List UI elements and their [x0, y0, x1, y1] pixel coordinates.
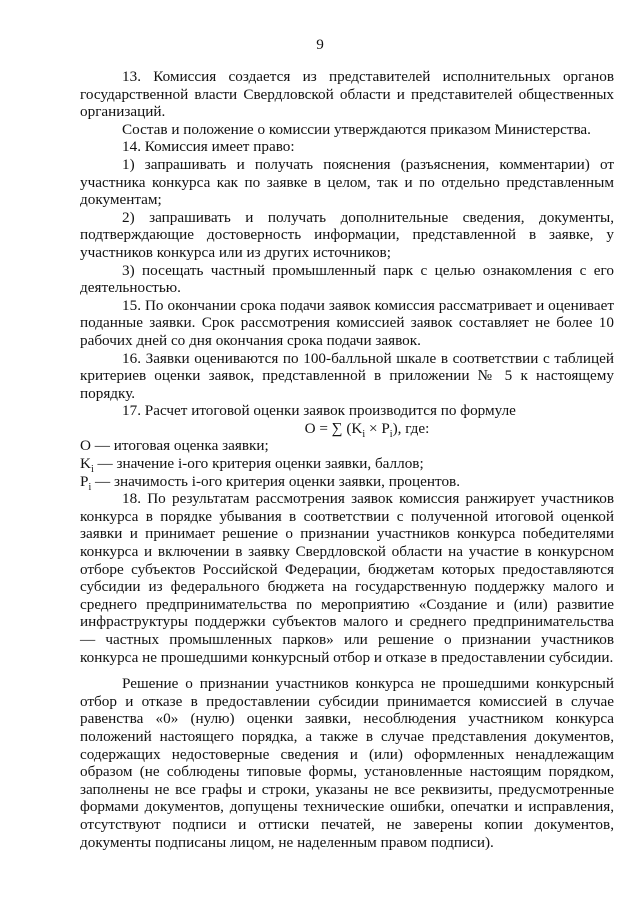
- document-body: [80, 68, 614, 851]
- paragraph-spacer: [80, 666, 614, 675]
- paragraph-15: 15. По окончании срока подачи заявок комиссия рассматривает и оценивает поданные заявки. Срок рассмотрения комиссией заявок составляет не более 10 рабочих дней со дня окончания срока подачи заявок.: [80, 296, 614, 349]
- paragraph-13-composition: Состав и положение о комиссии утверждаются приказом Министерства.: [122, 120, 591, 138]
- paragraph-14: 14. Комиссия имеет право:: [122, 138, 295, 156]
- page-number: 9: [316, 36, 324, 53]
- definition-k: $K_i$ — значение i-ого критерия оценки заявки, баллов;: [80, 455, 424, 476]
- paragraph-16: 16. Заявки оцениваются по 100-балльной шкале в соответствии с таблицей критериев оценки заявок, представленной в приложении № 5 к настоящему порядку.: [80, 349, 614, 402]
- definition-p: $P_i$ — значимость i-ого критерия оценки заявки, процентов.: [80, 472, 461, 493]
- paragraph-18: 18. По результатам рассмотрения заявок комиссия ранжирует участников конкурса в порядке убывания в соответствии с полученной итоговой оценкой заявки и принимает решение о признании участников конкурса победителями конкурса и включении в заявку Свердловской области на участие в конкурсном отборе субъектов Российской Федерации, бюджетам которых предоставляются субсидии из федерального бюджета на государственную поддержку малого и среднего предпринимательства по мероприятию «Создание и (или) развитие инфраструктуры поддержки субъектов малого и среднего предпринимательства — частных промышленных парков» или решение о признании участников конкурса не прошедшими конкурсный отбор и отказе в предоставлении субсидии.: [80, 490, 614, 666]
- formula: O = ∑ $(K_i \times P_i)$, где:: [304, 419, 430, 440]
- paragraph-14-item-1: 1) запрашивать и получать пояснения (разъяснения, комментарии) от участника конкурса как по заявке в целом, так и по отдельно представленным документам;: [80, 155, 614, 209]
- paragraph-18-decision: Решение о признании участников конкурса не прошедшими конкурсный отбор и отказе в предоставлении субсидии принимается комиссией в случае равенства «0» (нулю) оценки заявки, несоблюдения участником конкурса положений настоящего порядка, а также в случае представления документов, содержащих недостоверные сведения и (или) оформленных ненадлежащим образом (не соблюдены типовые формы, установленные настоящим порядком, заполнены не все графы и строки, указаны не все реквизиты, предусмотренные формами документов, допущены технические ошибки, опечатки и исправления, отсутствуют подписи и оттиски печатей, не заверены копии документов, документы подписаны лицом, не наделенным правом подписи).: [80, 675, 614, 851]
- definition-o: O — итоговая оценка заявки;: [80, 437, 269, 455]
- paragraph-17: 17. Расчет итоговой оценки заявок производится по формуле: [122, 402, 516, 420]
- paragraph-14-item-3: 3) посещать частный промышленный парк с целью ознакомления с его деятельностью.: [80, 261, 614, 297]
- paragraph-14-item-2: 2) запрашивать и получать дополнительные сведения, документы, подтверждающие достоверность информации, представленной в заявке, у участников конкурса или из других источников;: [80, 208, 614, 261]
- paragraph-13: 13. Комиссия создается из представителей исполнительных органов государственной власти Свердловской области и представителей общественных организаций.: [80, 68, 614, 121]
